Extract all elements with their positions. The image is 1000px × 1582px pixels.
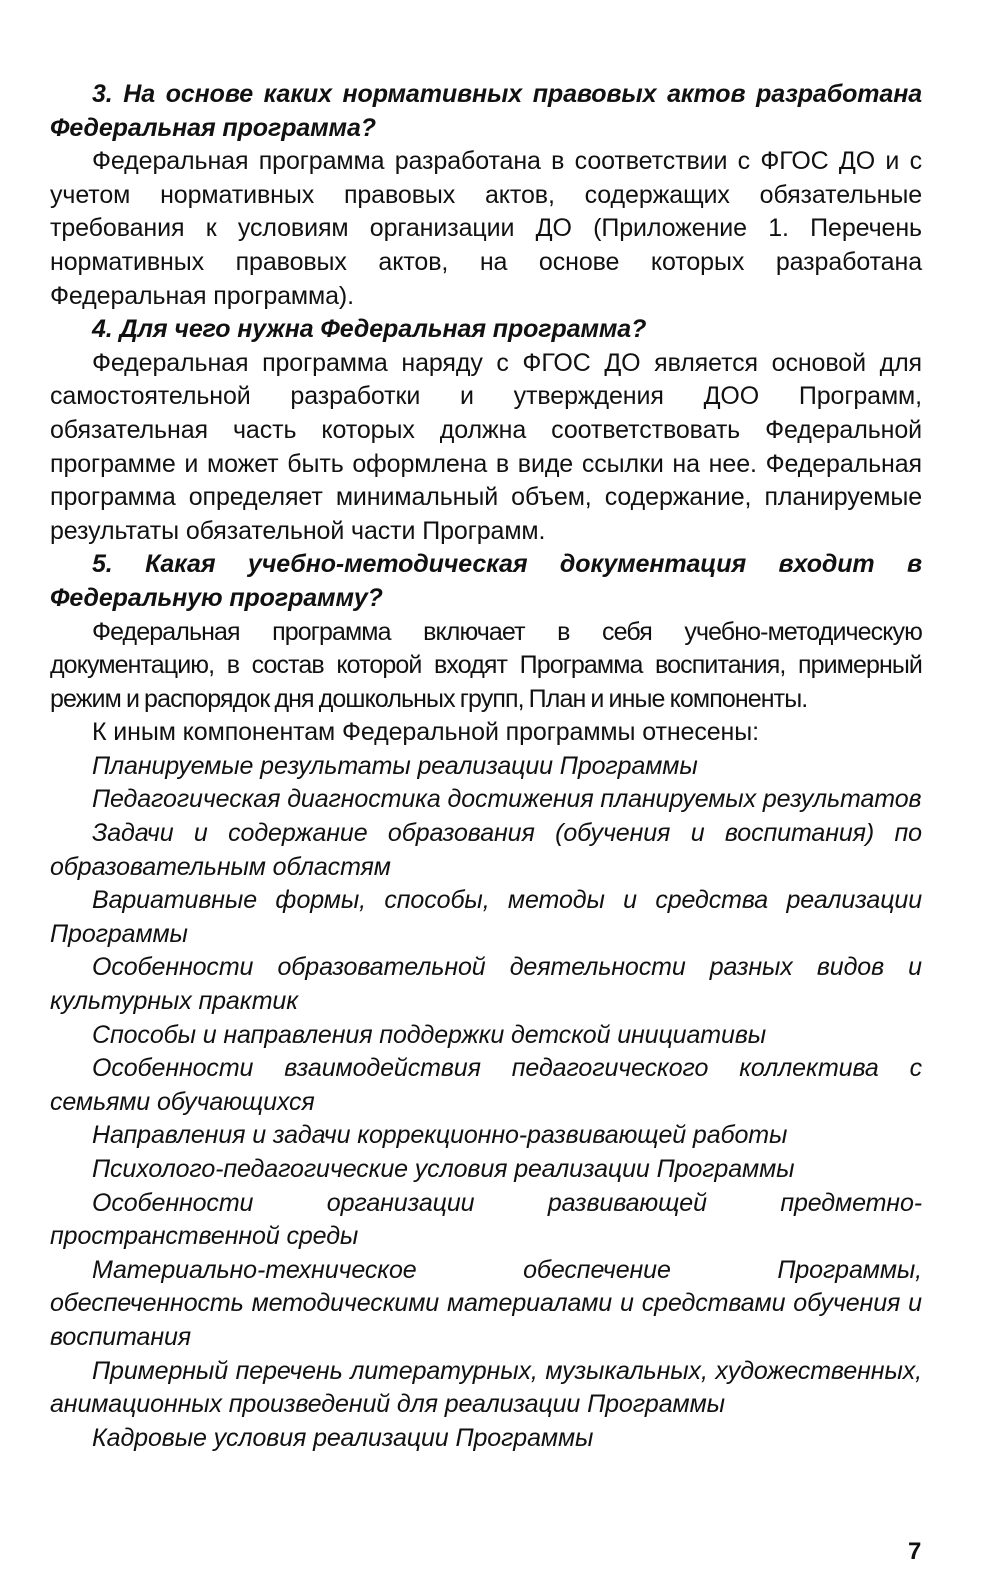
component-item: Способы и направления поддержки детской инициативы (92, 1020, 767, 1049)
component-item: Материально-техническое обеспечение Программы, обеспеченность методическими материалами и средствами обучения и воспитания (50, 1255, 922, 1351)
question-3-heading: 3. На основе каких нормативных правовых актов разработана Федеральная программа? (50, 80, 922, 142)
question-5-answer: Федеральная программа включает в себя учебно-методическую документацию, в состав которой входят Программа воспитания, примерный режим и распорядок дня дошкольных групп, План и иные компоненты. (50, 617, 922, 713)
component-item: Кадровые условия реализации Программы (92, 1423, 594, 1452)
component-item: Направления и задачи коррекционно-развивающей работы (92, 1121, 788, 1150)
components-list (50, 750, 922, 1455)
document-page (50, 78, 922, 1455)
question-4-answer: Федеральная программа наряду с ФГОС ДО является основой для самостоятельной разработки и утверждения ДОО Программ, обязательная часть которых должна соответствовать Федеральной программе и может быть оформлена в виде ссылки на нее. Федеральная программа определяет минимальный объем, содержание, планируемые результаты обязательной части Программ. (50, 348, 922, 545)
component-item: Педагогическая диагностика достижения планируемых результатов (92, 785, 922, 814)
question-3-answer: Федеральная программа разработана в соответствии с ФГОС ДО и с учетом нормативных правовых актов, содержащих обязательные требования к условиям организации ДО (Приложение 1. Перечень нормативных правовых актов, на основе которых разработана Федеральная программа). (50, 147, 922, 310)
component-item: Психолого-педагогические условия реализации Программы (92, 1155, 795, 1183)
components-intro: К иным компонентам Федеральной программы отнесены: (92, 718, 759, 747)
component-item: Особенности образовательной деятельности разных видов и культурных практик (50, 953, 922, 1016)
component-item: Задачи и содержание образования (обучения и воспитания) по образовательным областям (50, 819, 922, 881)
component-item: Вариативные формы, способы, методы и средства реализации Программы (50, 886, 922, 948)
component-item: Примерный перечень литературных, музыкальных, художественных, анимационных произведений для реализации Программы (50, 1356, 922, 1419)
question-4-heading: 4. Для чего нужна Федеральная программа? (92, 315, 647, 344)
component-item: Планируемые результаты реализации Программы (92, 751, 698, 780)
page-number: 7 (908, 1538, 922, 1565)
component-item: Особенности взаимодействия педагогического коллектива с семьями обучающихся (50, 1054, 922, 1116)
question-5-heading: 5. Какая учебно-методическая документация входит в Федеральную программу? (50, 550, 922, 612)
component-item: Особенности организации развивающей предметно-пространственной среды (50, 1188, 922, 1251)
